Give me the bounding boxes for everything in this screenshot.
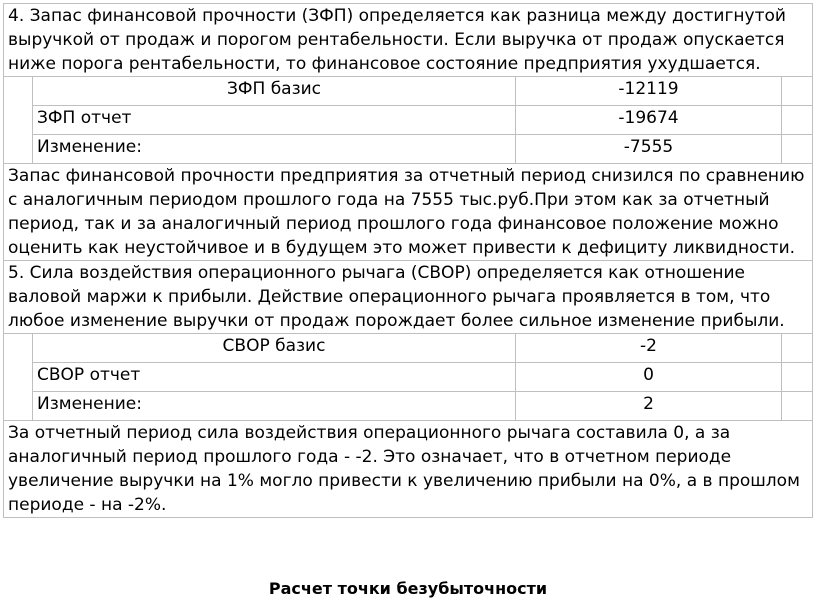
section4-conclusion-text: Запас финансовой прочности предприятия за отчетный период снизился по сравнению с аналогичным периодом прошлого года на 7555 тыс.руб.При этом как за отчетный период, так и за аналогичный период прошлого года финансовое положение можно оценить как неустойчивое и в будущем это может привести к дефициту ликвидности. (4, 164, 813, 261)
svor-base-extra (782, 334, 813, 363)
zfp-report-extra (782, 106, 813, 135)
svor-base-label: СВОР базис (33, 334, 516, 363)
section4-intro-text: 4. Запас финансовой прочности (ЗФП) определяется как разница между достигнутой выручкой от продаж и порогом рентабельности. Если выручка от продаж опускается ниже порога рентабельности, то финансовое состояние предприятия ухудшается. (4, 4, 813, 77)
zfp-change-value: -7555 (516, 135, 782, 164)
svor-base-value: -2 (516, 334, 782, 363)
zfp-change-label: Изменение: (33, 135, 516, 164)
zfp-base-value: -12119 (516, 77, 782, 106)
svor-report-extra (782, 363, 813, 392)
zfp-report-label: ЗФП отчет (33, 106, 516, 135)
zfp-base-extra (782, 77, 813, 106)
svor-report-label: СВОР отчет (33, 363, 516, 392)
section4-conclusion-row (4, 164, 813, 261)
analysis-table (3, 3, 813, 518)
section4-intro-row (4, 4, 813, 77)
zfp-change-extra (782, 135, 813, 164)
svor-row-report (4, 363, 813, 392)
zfp-row-change (4, 135, 813, 164)
zfp-report-value: -19674 (516, 106, 782, 135)
zfp-row-report (4, 106, 813, 135)
svor-change-value: 2 (516, 392, 782, 421)
svor-change-label: Изменение: (33, 392, 516, 421)
section5-intro-text: 5. Сила воздействия операционного рычага (СВОР) определяется как отношение валовой маржи к прибыли. Действие операционного рычага проявляется в том, что любое изменение выручки от продаж порождает более сильное изменение прибыли. (4, 261, 813, 334)
svor-row-base (4, 334, 813, 363)
svor-report-value: 0 (516, 363, 782, 392)
zfp-row-base (4, 77, 813, 106)
svor-row-change (4, 392, 813, 421)
svor-change-extra (782, 392, 813, 421)
section5-indent-cell (4, 334, 33, 421)
section5-conclusion-row (4, 421, 813, 518)
section5-intro-row (4, 261, 813, 334)
section4-indent-cell (4, 77, 33, 164)
zfp-base-label: ЗФП базис (33, 77, 516, 106)
section5-conclusion-text: За отчетный период сила воздействия операционного рычага составила 0, а за аналогичный период прошлого года - -2. Это означает, что в отчетном периоде увеличение выручки на 1% могло привести к увеличению прибыли на 0%, а в прошлом периоде - на -2%. (4, 421, 813, 518)
breakeven-heading: Расчет точки безубыточности (268, 579, 548, 598)
